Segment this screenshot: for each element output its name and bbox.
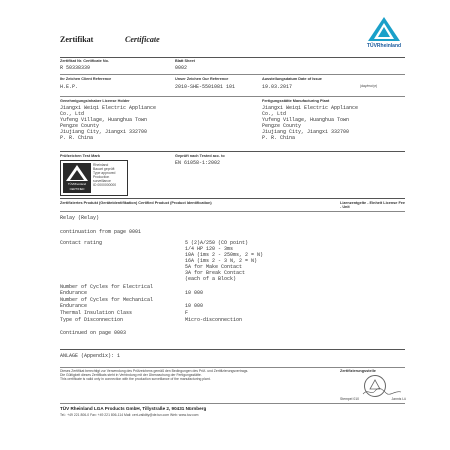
value-our-reference: 2010-SHE-5501081 101	[175, 84, 236, 90]
value-tested-acc-to: EN 61058-1:2002	[175, 160, 221, 166]
test-mark-brand: TÜVRheinland	[67, 182, 87, 186]
signature-icon	[362, 387, 402, 397]
continued-note: Continued on page 0003	[60, 330, 127, 336]
triangle-logo-icon	[63, 164, 91, 182]
value-sheet: 0002	[175, 65, 188, 71]
holder-line: Co., Ltd	[60, 111, 85, 117]
plant-line: Jiangxi Weiqi Electric Appliance	[262, 105, 359, 111]
plant-line: Co., Ltd	[262, 111, 287, 117]
brand-name: TÜVRheinland	[366, 43, 402, 49]
row-value-electrical-endurance: 10 000	[185, 290, 204, 296]
stamp-number: Stempel 010	[340, 397, 360, 401]
row-key-mechanical-endurance: Number of Cycles for Mechanical Endurance	[60, 297, 154, 309]
label-our-reference: Unser Zeichen Our Reference	[175, 77, 229, 81]
test-mark-line: surveillance	[93, 179, 111, 183]
test-mark-logo	[63, 163, 91, 193]
holder-line: Jiangxi Weiqi Electric Appliance	[60, 105, 157, 111]
row-key-disconnection: Type of Disconnection	[60, 317, 124, 323]
holder-line: Yufeng Village, Huanghua Town	[60, 117, 148, 123]
plant-line: Pengze County	[262, 123, 302, 129]
label-certified-product: Zertifiziertes Produkt (Geräteidentifikation) Certified Product (Product Identification)	[60, 201, 212, 205]
appendix-line: ANLAGE (Appendix): 1	[60, 353, 121, 359]
footer-note-line: Dieses Zertifikat berechtigt zur Verwendung des Prüfzeichens gemäß den Bedingungen des Prüf- und Zertifizierungsvertrags.	[60, 369, 249, 373]
row-value-disconnection: Micro-disconnection	[185, 317, 243, 323]
row-value: 5A for Make Contact	[185, 264, 243, 270]
row-value-thermal-insulation: F	[185, 310, 189, 316]
value-date-of-issue: 19.03.2017	[262, 84, 293, 90]
label-test-mark: Prüfzeichen Test Mark	[60, 154, 101, 158]
row-value: 1/4 HP 120 - 3ms	[185, 246, 234, 252]
label-client-reference: Ihr Zeichen Client Reference	[60, 77, 112, 81]
signer-name: Jannis Lü	[391, 397, 406, 401]
row-key-electrical-endurance: Number of Cycles for Electrical Endurance	[60, 284, 154, 296]
label-license-fee: Lizenzentgelte - Einheit License Fee - Unit	[340, 201, 405, 209]
label-manufacturing-plant: Fertigungsstätte Manufacturing Plant	[262, 99, 330, 103]
test-mark-badge	[60, 160, 128, 196]
holder-line: Jiujiang City, Jiangxi 332700	[60, 129, 148, 135]
test-mark-line: Production	[93, 175, 110, 179]
label-certificate-no: Zertifikat Nr. Certificate No.	[60, 59, 109, 63]
test-mark-line: Rheinland	[93, 163, 109, 167]
continuation-note: continuation from page 0001	[60, 229, 142, 235]
footer-notes	[60, 369, 310, 381]
label-date-of-issue: Ausstellungsdatum Date of Issue	[262, 77, 322, 81]
plant-line: P. R. China	[262, 135, 296, 141]
certification-body-label: Zertifizierungsstelle	[340, 369, 376, 373]
test-mark-line: Type approved	[93, 171, 116, 175]
test-mark-certified: CERTIFIED	[69, 187, 85, 191]
footer-note-line: This certificate is valid only in connection with the production surveillance of the manufacturing plant.	[60, 377, 211, 381]
license-holder-address	[60, 105, 156, 141]
holder-line: Pengze County	[60, 123, 100, 129]
row-value-mechanical-endurance: 10 000	[185, 303, 204, 309]
triangle-logo-icon	[360, 16, 408, 42]
product-name: Relay (Relay)	[60, 215, 100, 221]
title-en: Certificate	[125, 35, 160, 44]
test-mark-line: Bauart geprüft	[93, 167, 115, 171]
plant-line: Jiujiang City, Jiangxi 332700	[262, 129, 350, 135]
test-mark-id: ID 0000000000	[93, 183, 117, 187]
contact-rating-values	[185, 240, 263, 282]
tuv-logo	[360, 16, 408, 50]
holder-line: P. R. China	[60, 135, 94, 141]
company-line: TÜV Rheinland LGA Products GmbH, Tillystraße 2, 90431 Nürnberg	[60, 406, 207, 411]
footer-note-line: Die Gültigkeit dieses Zertifikats steht in Verbindung mit der Überwachung der Fertigungsstätte.	[60, 373, 202, 377]
value-certificate-no: R 50338339	[60, 65, 91, 71]
plant-line: Yufeng Village, Huanghua Town	[262, 117, 350, 123]
label-sheet: Blatt Sheet	[175, 59, 195, 63]
value-client-reference: H.E.P.	[60, 84, 79, 90]
title-de: Zertifikat	[60, 35, 94, 44]
row-value: 3A for Break Contact	[185, 270, 246, 276]
row-value: 16A (1ms 2 - 3 N, 2 = N)	[185, 258, 258, 264]
label-license-holder: Genehmigungsinhaber License Holder	[60, 99, 130, 103]
certification-body	[340, 369, 406, 401]
manufacturing-plant-address	[262, 105, 358, 141]
contact-line: Tel.: +49 221 806-0 Fax: +49 221 806-114 Mail: cert-validity@de.tuv.com Web: www.tuv.com	[60, 413, 199, 417]
label-day-month-year: (day/mo/yr)	[360, 84, 378, 88]
row-key-thermal-insulation: Thermal Insulation Class	[60, 310, 133, 316]
row-value: 10A (1ms 2 - 250ms, 2 = N)	[185, 252, 264, 258]
row-value: 5 (2)A/250 (CO point)	[185, 240, 249, 246]
row-value: (each of a Block)	[185, 276, 237, 282]
row-key-contact-rating: Contact rating	[60, 240, 103, 246]
label-tested-acc-to: Geprüft nach Tested acc. to	[175, 154, 225, 158]
test-mark-text	[93, 163, 125, 187]
